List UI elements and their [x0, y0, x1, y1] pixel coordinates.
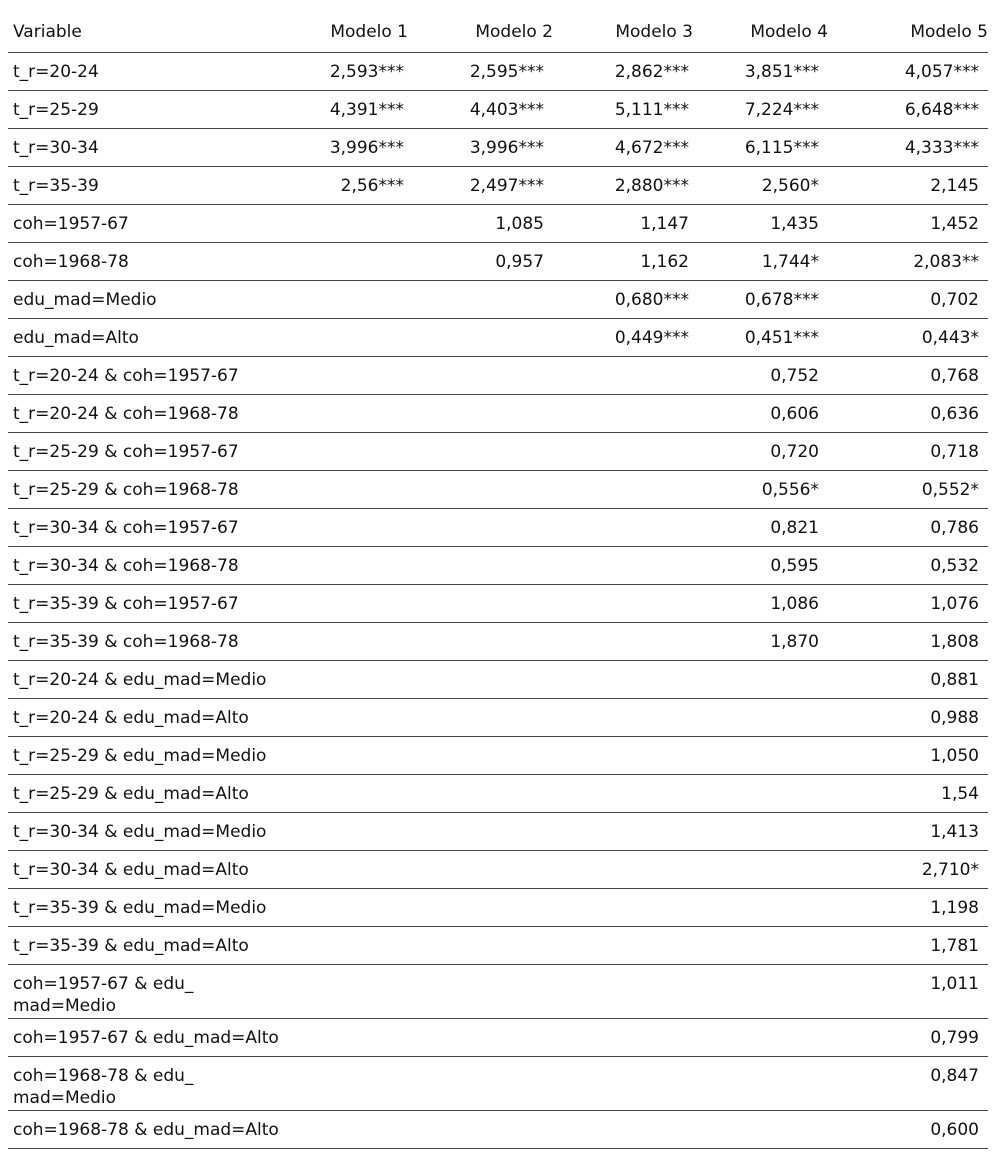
cell-model-1	[288, 318, 408, 356]
cell-model-5	[828, 204, 988, 242]
cell-value: 4,391***	[329, 99, 404, 120]
cell-value: 0,768	[930, 365, 979, 386]
cell-model-4	[693, 774, 828, 812]
cell-value: 1,050	[930, 745, 979, 766]
cell-model-2	[408, 242, 553, 280]
header-variable: Variable	[8, 13, 288, 52]
header-row	[8, 13, 988, 52]
cell-model-2	[408, 204, 553, 242]
cell-model-2	[408, 90, 553, 128]
cell-model-2	[408, 888, 553, 926]
row-label-line: coh=1957-67 & edu_	[13, 973, 194, 994]
row-label: t_r=20-24	[8, 52, 288, 90]
row-label: t_r=30-34 & coh=1957-67	[8, 508, 288, 546]
cell-value: 1,076	[930, 593, 979, 614]
row-label: t_r=25-29 & coh=1968-78	[8, 470, 288, 508]
cell-value: 0,957	[495, 251, 544, 272]
cell-model-2	[408, 964, 553, 1018]
cell-model-1	[288, 204, 408, 242]
cell-model-5	[828, 660, 988, 698]
table-row	[8, 888, 988, 926]
row-label: coh=1968-78	[8, 242, 288, 280]
cell-model-5	[828, 812, 988, 850]
row-label: t_r=20-24 & coh=1968-78	[8, 394, 288, 432]
cell-model-5	[828, 470, 988, 508]
cell-model-1	[288, 736, 408, 774]
table-row	[8, 584, 988, 622]
table-row	[8, 356, 988, 394]
cell-value: 2,880***	[614, 175, 689, 196]
cell-model-3	[553, 850, 693, 888]
row-label	[8, 964, 288, 1018]
table-row	[8, 1056, 988, 1110]
row-label: t_r=20-24 & edu_mad=Alto	[8, 698, 288, 736]
cell-value: 0,600	[930, 1119, 979, 1140]
cell-model-1	[288, 1056, 408, 1110]
cell-model-4	[693, 432, 828, 470]
cell-model-4	[693, 622, 828, 660]
cell-value: 0,881	[930, 669, 979, 690]
cell-model-5	[828, 546, 988, 584]
row-label: t_r=35-39 & edu_mad=Medio	[8, 888, 288, 926]
row-label: coh=1968-78 & edu_mad=Alto	[8, 1110, 288, 1148]
cell-model-2	[408, 318, 553, 356]
row-label: coh=1957-67	[8, 204, 288, 242]
table-row	[8, 280, 988, 318]
table-row	[8, 812, 988, 850]
table-row	[8, 926, 988, 964]
cell-model-2	[408, 850, 553, 888]
cell-model-3	[553, 432, 693, 470]
cell-model-2	[408, 1056, 553, 1110]
cell-value: 2,595***	[469, 61, 544, 82]
cell-value: 0,636	[930, 403, 979, 424]
header-model-3: Modelo 3	[553, 13, 693, 52]
cell-model-4	[693, 280, 828, 318]
table-row	[8, 774, 988, 812]
cell-value: 2,560*	[761, 175, 819, 196]
results-table-container	[8, 13, 988, 1149]
row-label: t_r=30-34 & edu_mad=Medio	[8, 812, 288, 850]
cell-model-2	[408, 166, 553, 204]
cell-model-3	[553, 812, 693, 850]
table-row	[8, 1110, 988, 1148]
cell-model-3	[553, 508, 693, 546]
cell-model-1	[288, 850, 408, 888]
cell-model-5	[828, 926, 988, 964]
cell-model-1	[288, 888, 408, 926]
cell-model-5	[828, 584, 988, 622]
cell-model-5	[828, 736, 988, 774]
cell-model-2	[408, 394, 553, 432]
row-label-line: coh=1968-78 & edu_	[13, 1065, 194, 1086]
cell-model-4	[693, 888, 828, 926]
row-label-line: mad=Medio	[13, 1087, 117, 1108]
cell-model-4	[693, 90, 828, 128]
table-row	[8, 1018, 988, 1056]
row-label: t_r=35-39 & coh=1968-78	[8, 622, 288, 660]
cell-model-3	[553, 660, 693, 698]
cell-model-5	[828, 52, 988, 90]
cell-model-4	[693, 166, 828, 204]
cell-model-5	[828, 280, 988, 318]
cell-value: 0,752	[770, 365, 819, 386]
cell-model-2	[408, 432, 553, 470]
cell-value: 0,786	[930, 517, 979, 538]
cell-value: 2,593***	[329, 61, 404, 82]
header-model-5: Modelo 5	[828, 13, 988, 52]
cell-model-5	[828, 128, 988, 166]
cell-model-1	[288, 166, 408, 204]
row-label: t_r=35-39 & edu_mad=Alto	[8, 926, 288, 964]
row-label: t_r=25-29 & coh=1957-67	[8, 432, 288, 470]
cell-model-5	[828, 622, 988, 660]
row-label: t_r=20-24 & edu_mad=Medio	[8, 660, 288, 698]
cell-model-5	[828, 964, 988, 1018]
cell-model-1	[288, 470, 408, 508]
cell-model-4	[693, 546, 828, 584]
cell-model-3	[553, 546, 693, 584]
cell-model-5	[828, 90, 988, 128]
cell-value: 1,808	[930, 631, 979, 652]
cell-model-1	[288, 622, 408, 660]
cell-model-3	[553, 204, 693, 242]
cell-model-3	[553, 52, 693, 90]
cell-model-2	[408, 470, 553, 508]
row-label: t_r=25-29 & edu_mad=Medio	[8, 736, 288, 774]
table-row	[8, 736, 988, 774]
cell-value: 2,497***	[469, 175, 544, 196]
row-label: t_r=25-29 & edu_mad=Alto	[8, 774, 288, 812]
cell-model-4	[693, 1018, 828, 1056]
cell-model-4	[693, 356, 828, 394]
cell-model-5	[828, 1056, 988, 1110]
table-row	[8, 850, 988, 888]
cell-model-4	[693, 1056, 828, 1110]
cell-model-4	[693, 128, 828, 166]
cell-model-3	[553, 242, 693, 280]
cell-model-4	[693, 698, 828, 736]
cell-model-5	[828, 850, 988, 888]
cell-model-5	[828, 394, 988, 432]
cell-model-4	[693, 52, 828, 90]
cell-model-4	[693, 812, 828, 850]
cell-value: 0,702	[930, 289, 979, 310]
cell-model-3	[553, 736, 693, 774]
cell-model-4	[693, 204, 828, 242]
cell-value: 1,198	[930, 897, 979, 918]
cell-model-2	[408, 774, 553, 812]
cell-model-4	[693, 660, 828, 698]
cell-value: 0,449***	[614, 327, 689, 348]
cell-model-1	[288, 432, 408, 470]
cell-model-3	[553, 394, 693, 432]
cell-model-1	[288, 242, 408, 280]
cell-model-4	[693, 394, 828, 432]
table-row	[8, 166, 988, 204]
row-label: t_r=30-34	[8, 128, 288, 166]
table-header	[8, 13, 988, 52]
cell-model-4	[693, 318, 828, 356]
cell-value: 2,083**	[913, 251, 979, 272]
cell-value: 0,988	[930, 707, 979, 728]
cell-model-1	[288, 280, 408, 318]
table-row	[8, 622, 988, 660]
cell-value: 1,413	[930, 821, 979, 842]
cell-model-3	[553, 1056, 693, 1110]
cell-model-3	[553, 622, 693, 660]
cell-value: 1,086	[770, 593, 819, 614]
cell-model-3	[553, 90, 693, 128]
table-row	[8, 546, 988, 584]
cell-model-2	[408, 128, 553, 166]
cell-value: 1,011	[930, 973, 979, 994]
row-label: coh=1957-67 & edu_mad=Alto	[8, 1018, 288, 1056]
regression-results-table	[8, 13, 988, 1149]
cell-model-2	[408, 736, 553, 774]
cell-model-4	[693, 508, 828, 546]
cell-model-4	[693, 736, 828, 774]
cell-value: 4,057***	[904, 61, 979, 82]
cell-value: 1,744*	[761, 251, 819, 272]
cell-model-4	[693, 1110, 828, 1148]
cell-model-3	[553, 1018, 693, 1056]
table-row	[8, 660, 988, 698]
cell-model-1	[288, 926, 408, 964]
cell-value: 0,799	[930, 1027, 979, 1048]
cell-model-4	[693, 964, 828, 1018]
table-row	[8, 242, 988, 280]
cell-model-2	[408, 622, 553, 660]
cell-value: 0,680***	[614, 289, 689, 310]
cell-model-3	[553, 584, 693, 622]
cell-model-1	[288, 660, 408, 698]
row-label	[8, 1056, 288, 1110]
cell-model-1	[288, 546, 408, 584]
cell-value: 6,115***	[744, 137, 819, 158]
cell-model-2	[408, 584, 553, 622]
cell-model-3	[553, 888, 693, 926]
cell-model-4	[693, 242, 828, 280]
cell-model-2	[408, 356, 553, 394]
cell-value: 6,648***	[904, 99, 979, 120]
cell-value: 0,556*	[761, 479, 819, 500]
cell-model-1	[288, 128, 408, 166]
cell-value: 3,996***	[469, 137, 544, 158]
cell-value: 2,145	[930, 175, 979, 196]
cell-model-3	[553, 128, 693, 166]
cell-value: 0,718	[930, 441, 979, 462]
table-row	[8, 394, 988, 432]
cell-model-2	[408, 546, 553, 584]
cell-model-2	[408, 926, 553, 964]
cell-model-3	[553, 356, 693, 394]
cell-model-5	[828, 166, 988, 204]
cell-model-2	[408, 52, 553, 90]
cell-model-4	[693, 584, 828, 622]
cell-value: 1,452	[930, 213, 979, 234]
cell-value: 0,532	[930, 555, 979, 576]
cell-model-2	[408, 508, 553, 546]
cell-model-5	[828, 432, 988, 470]
table-row	[8, 204, 988, 242]
cell-model-2	[408, 660, 553, 698]
cell-model-5	[828, 242, 988, 280]
cell-value: 2,56***	[340, 175, 404, 196]
table-row	[8, 318, 988, 356]
cell-model-3	[553, 470, 693, 508]
cell-value: 0,678***	[744, 289, 819, 310]
cell-model-1	[288, 964, 408, 1018]
cell-value: 5,111***	[614, 99, 689, 120]
cell-model-3	[553, 318, 693, 356]
cell-model-2	[408, 698, 553, 736]
row-label: t_r=35-39 & coh=1957-67	[8, 584, 288, 622]
header-model-2: Modelo 2	[408, 13, 553, 52]
cell-value: 0,847	[930, 1065, 979, 1086]
row-label: edu_mad=Alto	[8, 318, 288, 356]
cell-model-4	[693, 470, 828, 508]
cell-value: 0,595	[770, 555, 819, 576]
cell-model-5	[828, 356, 988, 394]
cell-model-4	[693, 850, 828, 888]
cell-model-3	[553, 964, 693, 1018]
cell-model-5	[828, 318, 988, 356]
cell-model-1	[288, 584, 408, 622]
table-row	[8, 698, 988, 736]
cell-value: 1,162	[640, 251, 689, 272]
header-model-1: Modelo 1	[288, 13, 408, 52]
cell-model-5	[828, 508, 988, 546]
cell-model-3	[553, 166, 693, 204]
cell-model-4	[693, 926, 828, 964]
row-label-line: mad=Medio	[13, 995, 117, 1016]
cell-model-2	[408, 280, 553, 318]
cell-value: 1,870	[770, 631, 819, 652]
cell-model-1	[288, 394, 408, 432]
cell-value: 1,781	[930, 935, 979, 956]
cell-model-5	[828, 1110, 988, 1148]
cell-model-1	[288, 508, 408, 546]
table-row	[8, 90, 988, 128]
cell-model-5	[828, 774, 988, 812]
cell-value: 4,403***	[469, 99, 544, 120]
cell-model-2	[408, 1018, 553, 1056]
table-body	[8, 52, 988, 1148]
table-row	[8, 964, 988, 1018]
cell-model-1	[288, 90, 408, 128]
cell-model-2	[408, 1110, 553, 1148]
row-label: t_r=35-39	[8, 166, 288, 204]
cell-value: 2,710*	[921, 859, 979, 880]
cell-model-1	[288, 356, 408, 394]
cell-model-5	[828, 888, 988, 926]
cell-value: 4,672***	[614, 137, 689, 158]
row-label: edu_mad=Medio	[8, 280, 288, 318]
table-row	[8, 432, 988, 470]
cell-value: 7,224***	[744, 99, 819, 120]
cell-model-1	[288, 774, 408, 812]
cell-value: 0,821	[770, 517, 819, 538]
cell-value: 3,851***	[744, 61, 819, 82]
cell-value: 1,085	[495, 213, 544, 234]
cell-model-1	[288, 698, 408, 736]
header-model-4: Modelo 4	[693, 13, 828, 52]
table-row	[8, 128, 988, 166]
table-row	[8, 508, 988, 546]
cell-model-5	[828, 1018, 988, 1056]
cell-value: 0,606	[770, 403, 819, 424]
cell-model-1	[288, 812, 408, 850]
row-label: t_r=30-34 & edu_mad=Alto	[8, 850, 288, 888]
cell-value: 1,54	[941, 783, 979, 804]
cell-model-1	[288, 1110, 408, 1148]
cell-model-3	[553, 926, 693, 964]
row-label: t_r=20-24 & coh=1957-67	[8, 356, 288, 394]
row-label: t_r=25-29	[8, 90, 288, 128]
cell-value: 1,147	[640, 213, 689, 234]
cell-model-5	[828, 698, 988, 736]
cell-value: 4,333***	[904, 137, 979, 158]
cell-value: 0,451***	[744, 327, 819, 348]
cell-value: 1,435	[770, 213, 819, 234]
cell-value: 0,443*	[921, 327, 979, 348]
cell-model-2	[408, 812, 553, 850]
cell-value: 3,996***	[329, 137, 404, 158]
cell-value: 0,720	[770, 441, 819, 462]
table-row	[8, 470, 988, 508]
cell-model-3	[553, 774, 693, 812]
cell-model-3	[553, 698, 693, 736]
row-label: t_r=30-34 & coh=1968-78	[8, 546, 288, 584]
cell-value: 0,552*	[921, 479, 979, 500]
table-row	[8, 52, 988, 90]
cell-value: 2,862***	[614, 61, 689, 82]
cell-model-1	[288, 1018, 408, 1056]
cell-model-3	[553, 280, 693, 318]
cell-model-3	[553, 1110, 693, 1148]
cell-model-1	[288, 52, 408, 90]
